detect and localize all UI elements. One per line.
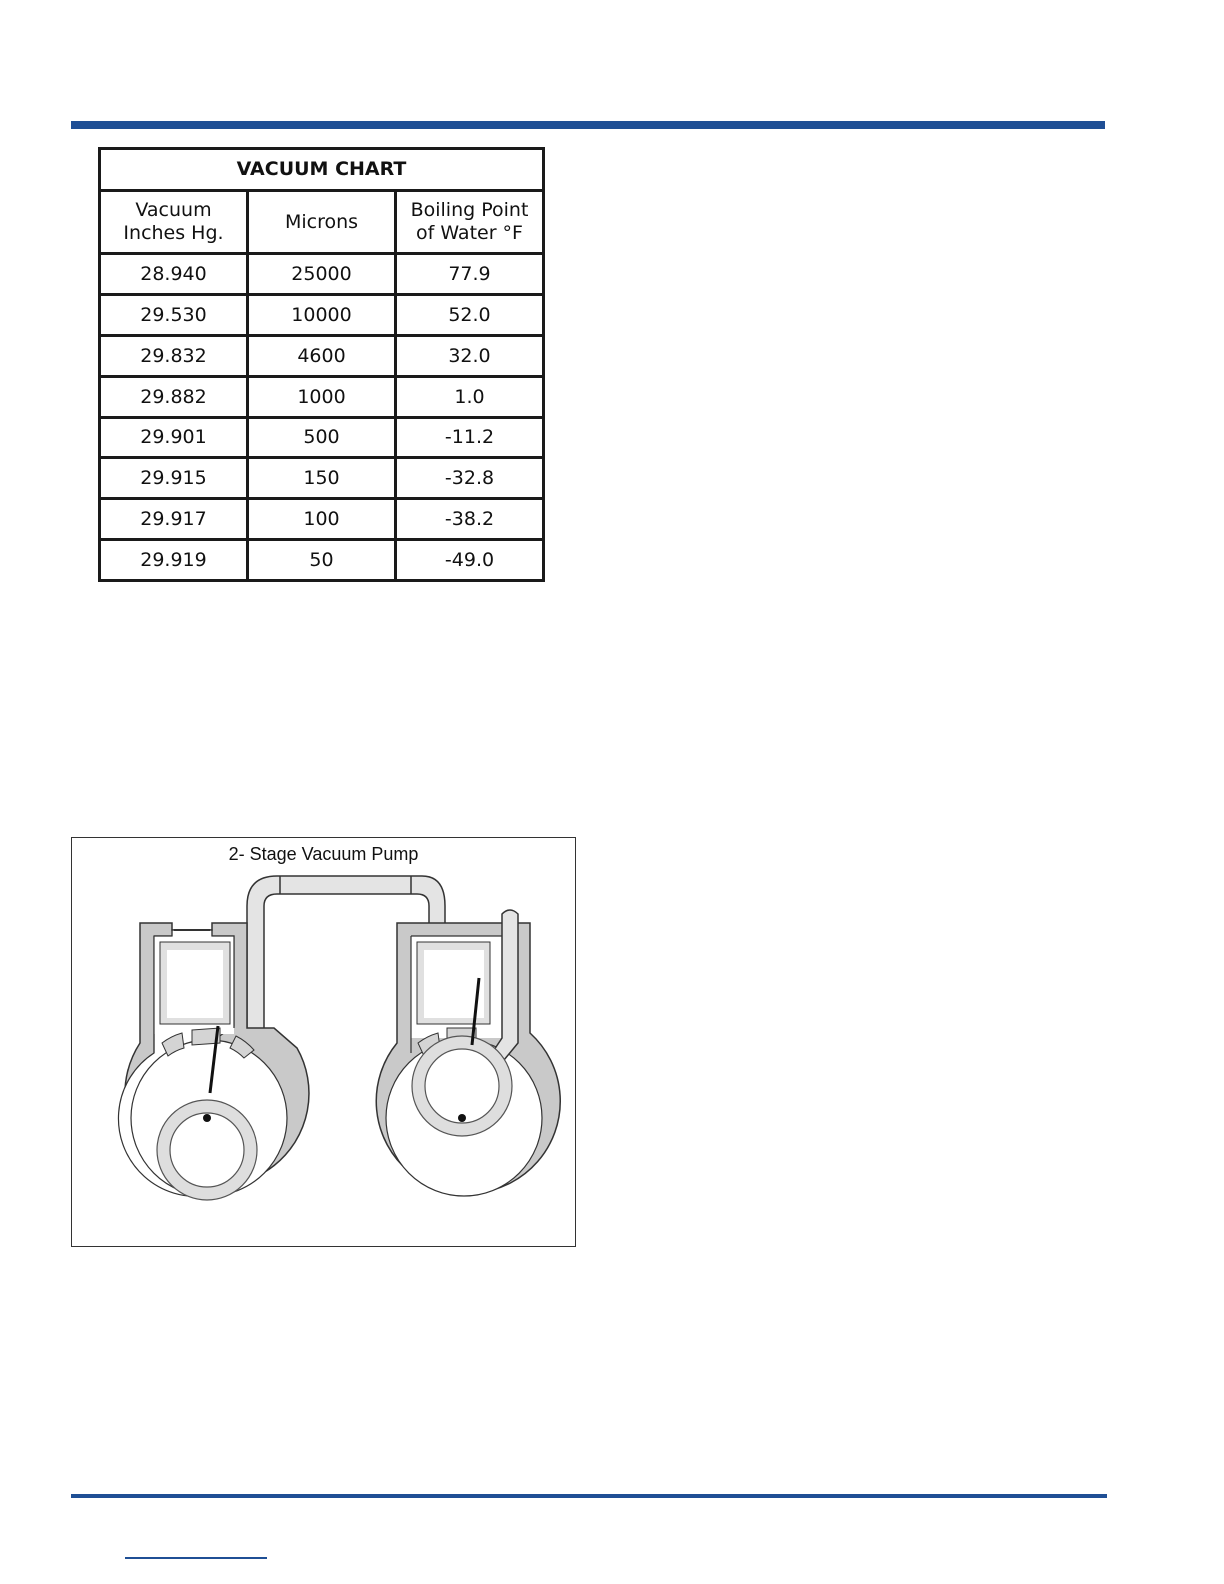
cell-vacuum: 29.832: [100, 335, 248, 376]
cell-microns: 500: [248, 417, 396, 458]
cell-microns: 25000: [248, 254, 396, 295]
table-row: [100, 458, 544, 499]
column-header-microns: Microns: [248, 190, 396, 253]
footer-link-underline: [125, 1557, 267, 1559]
footer-rule: [71, 1494, 1107, 1498]
cell-boiling: -11.2: [396, 417, 544, 458]
cell-boiling: 32.0: [396, 335, 544, 376]
vacuum-chart-table: [98, 147, 545, 582]
cell-vacuum: 29.901: [100, 417, 248, 458]
cell-microns: 50: [248, 540, 396, 581]
table-row: [100, 295, 544, 336]
cell-boiling: 52.0: [396, 295, 544, 336]
header-vacuum-line2: Inches Hg.: [123, 222, 224, 245]
cell-boiling: 77.9: [396, 254, 544, 295]
header-boiling-line1: Boiling Point: [410, 199, 529, 222]
cell-boiling: -32.8: [396, 458, 544, 499]
header-boiling-line2: of Water °F: [416, 222, 523, 245]
table-title: VACUUM CHART: [100, 149, 544, 191]
cell-microns: 100: [248, 499, 396, 540]
cell-microns: 4600: [248, 335, 396, 376]
table-row: [100, 499, 544, 540]
cell-boiling: -49.0: [396, 540, 544, 581]
cell-microns: 1000: [248, 376, 396, 417]
cell-vacuum: 29.917: [100, 499, 248, 540]
cell-vacuum: 28.940: [100, 254, 248, 295]
cell-vacuum: 29.530: [100, 295, 248, 336]
cell-vacuum: 29.915: [100, 458, 248, 499]
column-header-vacuum: [100, 190, 248, 253]
header-vacuum-line1: Vacuum: [135, 199, 212, 222]
column-header-boiling-point: [396, 190, 544, 253]
cell-vacuum: 29.882: [100, 376, 248, 417]
cell-boiling: -38.2: [396, 499, 544, 540]
table-row: [100, 335, 544, 376]
cell-vacuum: 29.919: [100, 540, 248, 581]
table-row: [100, 376, 544, 417]
table-row: [100, 254, 544, 295]
cell-microns: 10000: [248, 295, 396, 336]
header-rule: [71, 121, 1105, 129]
cell-boiling: 1.0: [396, 376, 544, 417]
two-stage-pump-illustration: [72, 838, 575, 1246]
table-row: [100, 540, 544, 581]
diagram-title: 2- Stage Vacuum Pump: [228, 844, 419, 864]
table-row: [100, 417, 544, 458]
cell-microns: 150: [248, 458, 396, 499]
pump-diagram-figure: [71, 837, 576, 1247]
